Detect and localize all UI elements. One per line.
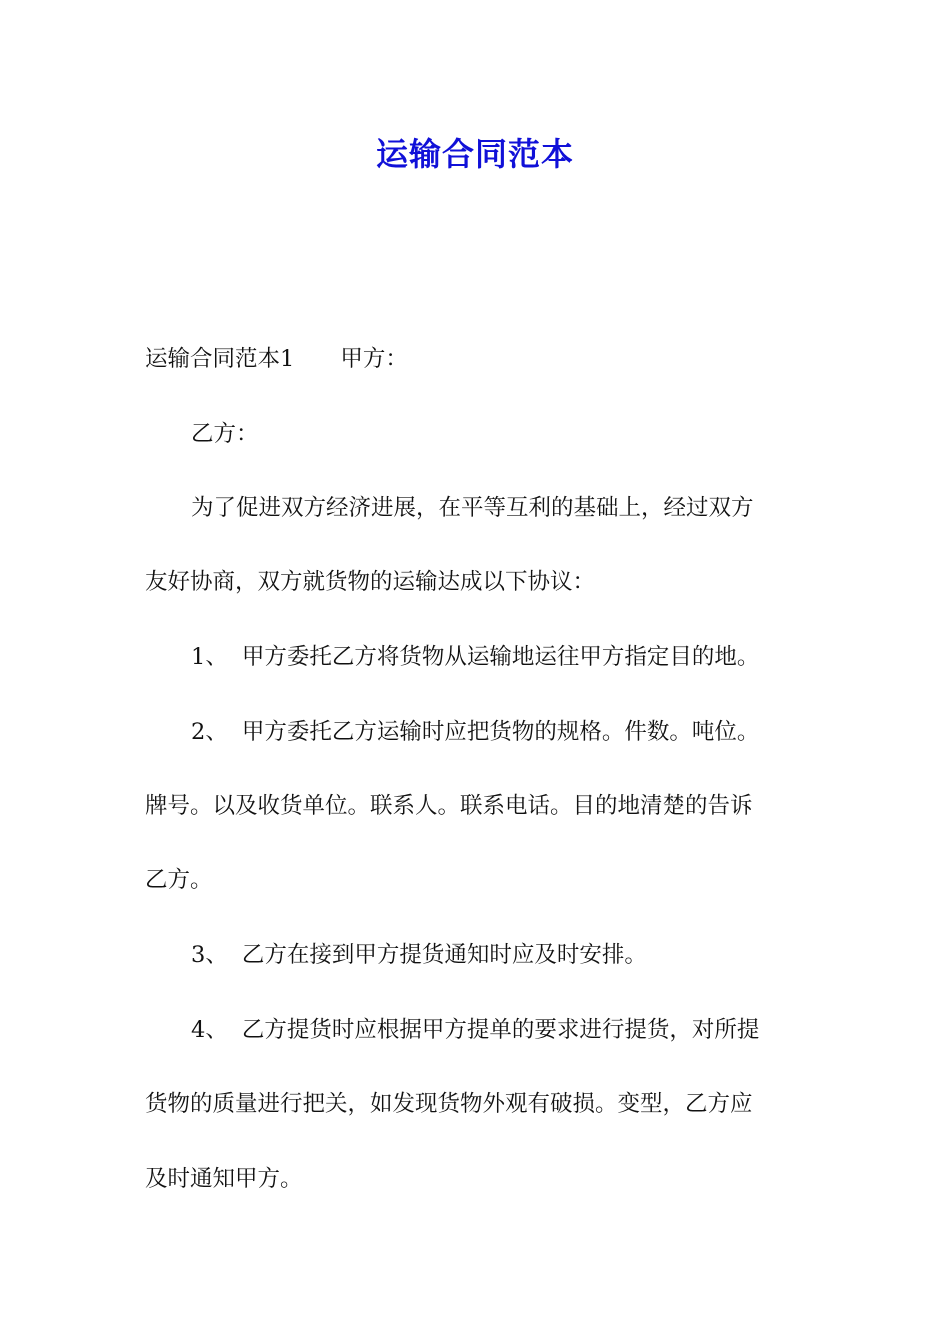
clause-2-number: 2、 [191,719,228,745]
clause-4-text: 乙方提货时应根据甲方提单的要求进行提货，对所提 [241,1017,760,1043]
clause-2-text: 甲方委托乙方运输时应把货物的规格。件数。吨位。 [241,719,760,745]
clause-4-continuation-1: 货物的质量进行把关，如发现货物外观有破损。变型，乙方应 [145,1091,753,1117]
paragraph-purpose-line-1: 为了促进双方经济进展，在平等互利的基础上，经过双方 [191,495,754,521]
clause-4 [145,1010,853,1050]
document-title: 运输合同范本 [375,135,574,173]
clause-1 [145,637,853,677]
clause-4-continuation-2: 及时通知甲方。 [145,1166,303,1192]
paragraph-purpose-line-2: 友好协商，双方就货物的运输达成以下协议： [145,569,596,595]
clause-1-number: 1、 [191,644,228,670]
clause-2-continuation-2: 乙方。 [145,867,213,893]
clause-3-text: 乙方在接到甲方提货通知时应及时安排。 [241,942,647,968]
clause-3 [145,935,853,975]
paragraph-intro [145,339,807,379]
party-a-label: 甲方： [340,346,408,372]
party-b-label: 乙方： [191,421,259,447]
clause-1-text: 甲方委托乙方将货物从运输地运往甲方指定目的地。 [241,644,760,670]
clause-2-continuation-1: 牌号。以及收货单位。联系人。联系电话。目的地清楚的告诉 [145,793,753,819]
contract-heading: 运输合同范本1 [145,346,295,372]
clause-3-number: 3、 [191,942,228,968]
clause-2 [145,712,853,752]
clause-4-number: 4、 [191,1017,228,1043]
